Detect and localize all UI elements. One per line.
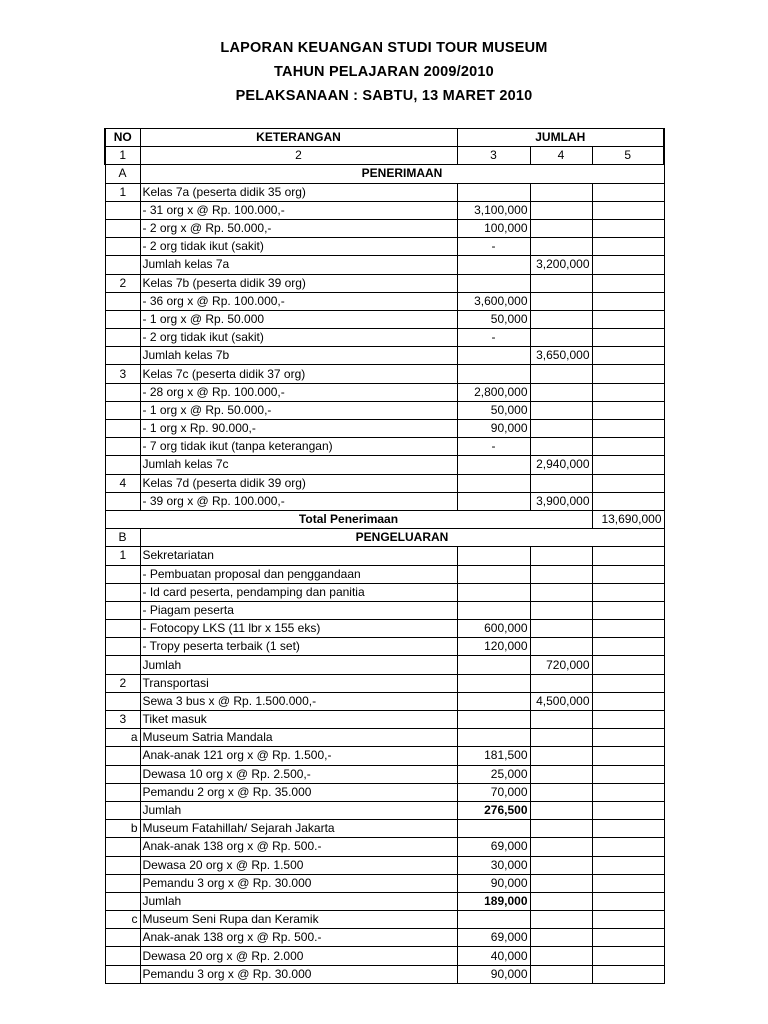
row-number bbox=[105, 765, 140, 783]
table-row bbox=[105, 219, 664, 237]
table-row bbox=[105, 911, 664, 929]
amount-col5 bbox=[592, 383, 664, 401]
amount-col3: - bbox=[457, 438, 530, 456]
table-row bbox=[105, 765, 664, 783]
row-number: a bbox=[105, 729, 140, 747]
amount-col4 bbox=[530, 911, 592, 929]
row-number bbox=[105, 219, 140, 237]
amount-col3 bbox=[457, 601, 530, 619]
row-number bbox=[105, 620, 140, 638]
row-description: - Pembuatan proposal dan penggandaan bbox=[140, 565, 457, 583]
report-subtitle-date: PELAKSANAAN : SABTU, 13 MARET 2010 bbox=[235, 88, 533, 104]
financial-report-table bbox=[104, 128, 665, 984]
amount-col3 bbox=[457, 729, 530, 747]
amount-col4 bbox=[530, 474, 592, 492]
table-row bbox=[105, 510, 664, 528]
amount-col3 bbox=[457, 456, 530, 474]
amount-col3 bbox=[457, 474, 530, 492]
row-number bbox=[105, 583, 140, 601]
amount-col5 bbox=[592, 656, 664, 674]
total-value: 13,690,000 bbox=[592, 510, 664, 528]
amount-col4 bbox=[530, 547, 592, 565]
amount-col5 bbox=[592, 292, 664, 310]
amount-col4 bbox=[530, 783, 592, 801]
amount-col4 bbox=[530, 820, 592, 838]
row-description: Sekretariatan bbox=[140, 547, 457, 565]
amount-col5 bbox=[592, 219, 664, 237]
section-heading: PENGELUARAN bbox=[140, 529, 664, 547]
table-row bbox=[105, 783, 664, 801]
amount-col3: 50,000 bbox=[457, 401, 530, 419]
amount-col4 bbox=[530, 565, 592, 583]
row-description: - Fotocopy LKS (11 lbr x 155 eks) bbox=[140, 620, 457, 638]
row-description: Museum Fatahillah/ Sejarah Jakarta bbox=[140, 820, 457, 838]
amount-col5 bbox=[592, 947, 664, 965]
amount-col4 bbox=[530, 620, 592, 638]
table-row bbox=[105, 820, 664, 838]
amount-col3 bbox=[457, 911, 530, 929]
row-description: Pemandu 2 org x @ Rp. 35.000 bbox=[140, 783, 457, 801]
amount-col3: 189,000 bbox=[457, 892, 530, 910]
amount-col5 bbox=[592, 474, 664, 492]
amount-col3 bbox=[457, 820, 530, 838]
amount-col4 bbox=[530, 201, 592, 219]
col-number-2: 2 bbox=[140, 147, 457, 165]
table-row bbox=[105, 929, 664, 947]
table-row bbox=[105, 365, 664, 383]
amount-col5 bbox=[592, 747, 664, 765]
total-label: Total Penerimaan bbox=[105, 510, 592, 528]
row-number bbox=[105, 692, 140, 710]
amount-col5 bbox=[592, 565, 664, 583]
amount-col3 bbox=[457, 711, 530, 729]
amount-col4 bbox=[530, 674, 592, 692]
amount-col4 bbox=[530, 238, 592, 256]
amount-col3 bbox=[457, 565, 530, 583]
amount-col3: 100,000 bbox=[457, 219, 530, 237]
row-number bbox=[105, 656, 140, 674]
amount-col5 bbox=[592, 783, 664, 801]
amount-col5 bbox=[592, 601, 664, 619]
amount-col4 bbox=[530, 329, 592, 347]
table-row bbox=[105, 438, 664, 456]
table-row bbox=[105, 401, 664, 419]
row-description: Jumlah bbox=[140, 892, 457, 910]
amount-col4: 2,940,000 bbox=[530, 456, 592, 474]
col-header-keterangan: KETERANGAN bbox=[140, 129, 457, 147]
row-description: - 1 org x @ Rp. 50.000,- bbox=[140, 401, 457, 419]
amount-col5 bbox=[592, 329, 664, 347]
row-number bbox=[105, 747, 140, 765]
amount-col5 bbox=[592, 256, 664, 274]
row-description: - 1 org x Rp. 90.000,- bbox=[140, 420, 457, 438]
row-number: A bbox=[105, 165, 140, 183]
row-number bbox=[105, 438, 140, 456]
row-description: Kelas 7a (peserta didik 35 org) bbox=[140, 183, 457, 201]
row-number bbox=[105, 256, 140, 274]
amount-col4 bbox=[530, 801, 592, 819]
row-number bbox=[105, 874, 140, 892]
amount-col4 bbox=[530, 947, 592, 965]
amount-col3: 69,000 bbox=[457, 929, 530, 947]
amount-col4 bbox=[530, 292, 592, 310]
amount-col4 bbox=[530, 747, 592, 765]
table-row bbox=[105, 274, 664, 292]
row-description: Kelas 7d (peserta didik 39 org) bbox=[140, 474, 457, 492]
amount-col5 bbox=[592, 874, 664, 892]
amount-col4 bbox=[530, 638, 592, 656]
table-row bbox=[105, 583, 664, 601]
amount-col5 bbox=[592, 401, 664, 419]
col-number-5: 5 bbox=[592, 147, 664, 165]
row-number bbox=[105, 856, 140, 874]
amount-col4 bbox=[530, 892, 592, 910]
table-row bbox=[105, 201, 664, 219]
row-description: Jumlah bbox=[140, 801, 457, 819]
header-row bbox=[105, 129, 664, 147]
table-row bbox=[105, 183, 664, 201]
row-number bbox=[105, 838, 140, 856]
table-row bbox=[105, 329, 664, 347]
row-number bbox=[105, 492, 140, 510]
row-description: Transportasi bbox=[140, 674, 457, 692]
row-number bbox=[105, 456, 140, 474]
row-number bbox=[105, 601, 140, 619]
amount-col3 bbox=[457, 674, 530, 692]
amount-col3 bbox=[457, 583, 530, 601]
amount-col4 bbox=[530, 219, 592, 237]
amount-col4: 3,200,000 bbox=[530, 256, 592, 274]
amount-col4 bbox=[530, 729, 592, 747]
col-number-3: 3 bbox=[457, 147, 530, 165]
row-number bbox=[105, 801, 140, 819]
amount-col3 bbox=[457, 183, 530, 201]
amount-col5 bbox=[592, 765, 664, 783]
row-description: - Id card peserta, pendamping dan panitia bbox=[140, 583, 457, 601]
table-row bbox=[105, 292, 664, 310]
row-description: - 31 org x @ Rp. 100.000,- bbox=[140, 201, 457, 219]
amount-col5 bbox=[592, 711, 664, 729]
table-row bbox=[105, 874, 664, 892]
table-row bbox=[105, 656, 664, 674]
amount-col5 bbox=[592, 620, 664, 638]
row-number bbox=[105, 329, 140, 347]
table-row bbox=[105, 801, 664, 819]
amount-col4 bbox=[530, 310, 592, 328]
amount-col5 bbox=[592, 347, 664, 365]
row-number bbox=[105, 783, 140, 801]
row-description: Jumlah kelas 7a bbox=[140, 256, 457, 274]
table-row bbox=[105, 310, 664, 328]
col-number-4: 4 bbox=[530, 147, 592, 165]
amount-col4 bbox=[530, 856, 592, 874]
row-number: 2 bbox=[105, 274, 140, 292]
row-number bbox=[105, 638, 140, 656]
amount-col5 bbox=[592, 420, 664, 438]
table-row bbox=[105, 492, 664, 510]
row-number: 1 bbox=[105, 183, 140, 201]
amount-col3: 69,000 bbox=[457, 838, 530, 856]
table-row bbox=[105, 620, 664, 638]
row-description: Museum Satria Mandala bbox=[140, 729, 457, 747]
row-number bbox=[105, 347, 140, 365]
table-row bbox=[105, 256, 664, 274]
row-number bbox=[105, 565, 140, 583]
row-number: 3 bbox=[105, 365, 140, 383]
amount-col5 bbox=[592, 438, 664, 456]
amount-col5 bbox=[592, 729, 664, 747]
amount-col3: 90,000 bbox=[457, 420, 530, 438]
row-description: Museum Seni Rupa dan Keramik bbox=[140, 911, 457, 929]
amount-col4: 720,000 bbox=[530, 656, 592, 674]
row-description: - 36 org x @ Rp. 100.000,- bbox=[140, 292, 457, 310]
row-description: Anak-anak 138 org x @ Rp. 500.- bbox=[140, 929, 457, 947]
amount-col3 bbox=[457, 347, 530, 365]
amount-col3: - bbox=[457, 329, 530, 347]
row-description: Sewa 3 bus x @ Rp. 1.500.000,- bbox=[140, 692, 457, 710]
amount-col5 bbox=[592, 892, 664, 910]
table-row bbox=[105, 674, 664, 692]
row-number bbox=[105, 201, 140, 219]
amount-col3: 120,000 bbox=[457, 638, 530, 656]
amount-col3: 600,000 bbox=[457, 620, 530, 638]
row-number bbox=[105, 292, 140, 310]
amount-col4 bbox=[530, 601, 592, 619]
amount-col4 bbox=[530, 711, 592, 729]
amount-col5 bbox=[592, 238, 664, 256]
amount-col5 bbox=[592, 201, 664, 219]
amount-col4 bbox=[530, 874, 592, 892]
table-row bbox=[105, 383, 664, 401]
amount-col3: 25,000 bbox=[457, 765, 530, 783]
row-number bbox=[105, 238, 140, 256]
table-row bbox=[105, 856, 664, 874]
row-number bbox=[105, 892, 140, 910]
table-row bbox=[105, 838, 664, 856]
amount-col4: 3,650,000 bbox=[530, 347, 592, 365]
row-number bbox=[105, 420, 140, 438]
amount-col4 bbox=[530, 274, 592, 292]
row-description: Jumlah kelas 7b bbox=[140, 347, 457, 365]
row-description: - 1 org x @ Rp. 50.000 bbox=[140, 310, 457, 328]
amount-col3: 181,500 bbox=[457, 747, 530, 765]
table-row bbox=[105, 565, 664, 583]
amount-col5 bbox=[592, 310, 664, 328]
row-number bbox=[105, 401, 140, 419]
amount-col5 bbox=[592, 583, 664, 601]
amount-col5 bbox=[592, 965, 664, 983]
row-description: Pemandu 3 org x @ Rp. 30.000 bbox=[140, 874, 457, 892]
row-number: b bbox=[105, 820, 140, 838]
col-header-jumlah: JUMLAH bbox=[457, 129, 664, 147]
row-description: - 28 org x @ Rp. 100.000,- bbox=[140, 383, 457, 401]
row-description: - 39 org x @ Rp. 100.000,- bbox=[140, 492, 457, 510]
row-description: Kelas 7b (peserta didik 39 org) bbox=[140, 274, 457, 292]
table-row bbox=[105, 547, 664, 565]
row-description: Anak-anak 121 org x @ Rp. 1.500,- bbox=[140, 747, 457, 765]
amount-col4 bbox=[530, 420, 592, 438]
amount-col4 bbox=[530, 183, 592, 201]
amount-col5 bbox=[592, 674, 664, 692]
amount-col3: 30,000 bbox=[457, 856, 530, 874]
amount-col3: 276,500 bbox=[457, 801, 530, 819]
row-description: - 2 org tidak ikut (sakit) bbox=[140, 238, 457, 256]
amount-col5 bbox=[592, 692, 664, 710]
amount-col4 bbox=[530, 438, 592, 456]
row-description: Dewasa 20 org x @ Rp. 1.500 bbox=[140, 856, 457, 874]
table-row bbox=[105, 474, 664, 492]
amount-col3 bbox=[457, 547, 530, 565]
row-description: - Tropy peserta terbaik (1 set) bbox=[140, 638, 457, 656]
amount-col4 bbox=[530, 838, 592, 856]
row-number bbox=[105, 947, 140, 965]
amount-col3 bbox=[457, 492, 530, 510]
amount-col5 bbox=[592, 820, 664, 838]
row-description: - 7 org tidak ikut (tanpa keterangan) bbox=[140, 438, 457, 456]
amount-col4: 3,900,000 bbox=[530, 492, 592, 510]
table-row bbox=[105, 692, 664, 710]
amount-col3: - bbox=[457, 238, 530, 256]
row-description: Dewasa 10 org x @ Rp. 2.500,- bbox=[140, 765, 457, 783]
row-description: Pemandu 3 org x @ Rp. 30.000 bbox=[140, 965, 457, 983]
amount-col5 bbox=[592, 638, 664, 656]
row-number bbox=[105, 929, 140, 947]
table-row bbox=[105, 947, 664, 965]
amount-col3: 90,000 bbox=[457, 965, 530, 983]
row-description: Dewasa 20 org x @ Rp. 2.000 bbox=[140, 947, 457, 965]
amount-col4 bbox=[530, 765, 592, 783]
row-number: 3 bbox=[105, 711, 140, 729]
amount-col4 bbox=[530, 929, 592, 947]
row-description: Jumlah bbox=[140, 656, 457, 674]
amount-col3 bbox=[457, 656, 530, 674]
table-row bbox=[105, 892, 664, 910]
row-number: B bbox=[105, 529, 140, 547]
amount-col5 bbox=[592, 183, 664, 201]
amount-col5 bbox=[592, 856, 664, 874]
row-description: Tiket masuk bbox=[140, 711, 457, 729]
row-description: Anak-anak 138 org x @ Rp. 500.- bbox=[140, 838, 457, 856]
row-number: 1 bbox=[105, 547, 140, 565]
amount-col3: 70,000 bbox=[457, 783, 530, 801]
amount-col4 bbox=[530, 583, 592, 601]
report-title: LAPORAN KEUANGAN STUDI TOUR MUSEUM bbox=[220, 40, 548, 56]
amount-col5 bbox=[592, 274, 664, 292]
amount-col5 bbox=[592, 801, 664, 819]
row-description: - Piagam peserta bbox=[140, 601, 457, 619]
row-number: 2 bbox=[105, 674, 140, 692]
column-number-row bbox=[105, 147, 664, 165]
table-row bbox=[105, 238, 664, 256]
amount-col4: 4,500,000 bbox=[530, 692, 592, 710]
amount-col3 bbox=[457, 274, 530, 292]
amount-col5 bbox=[592, 929, 664, 947]
row-number bbox=[105, 965, 140, 983]
table-row bbox=[105, 529, 664, 547]
amount-col3: 3,600,000 bbox=[457, 292, 530, 310]
amount-col3: 50,000 bbox=[457, 310, 530, 328]
amount-col3: 40,000 bbox=[457, 947, 530, 965]
table-row bbox=[105, 165, 664, 183]
row-number bbox=[105, 310, 140, 328]
amount-col4 bbox=[530, 383, 592, 401]
amount-col5 bbox=[592, 492, 664, 510]
table-row bbox=[105, 711, 664, 729]
table-row bbox=[105, 638, 664, 656]
amount-col5 bbox=[592, 547, 664, 565]
table-row bbox=[105, 729, 664, 747]
amount-col3: 2,800,000 bbox=[457, 383, 530, 401]
table-row bbox=[105, 456, 664, 474]
amount-col4 bbox=[530, 365, 592, 383]
amount-col5 bbox=[592, 911, 664, 929]
row-number bbox=[105, 383, 140, 401]
row-description: - 2 org x @ Rp. 50.000,- bbox=[140, 219, 457, 237]
amount-col4 bbox=[530, 401, 592, 419]
row-number: c bbox=[105, 911, 140, 929]
amount-col5 bbox=[592, 838, 664, 856]
row-description: - 2 org tidak ikut (sakit) bbox=[140, 329, 457, 347]
amount-col3 bbox=[457, 256, 530, 274]
report-subtitle-year: TAHUN PELAJARAN 2009/2010 bbox=[274, 64, 494, 80]
amount-col4 bbox=[530, 965, 592, 983]
amount-col3 bbox=[457, 692, 530, 710]
amount-col5 bbox=[592, 456, 664, 474]
table-row bbox=[105, 601, 664, 619]
amount-col3: 90,000 bbox=[457, 874, 530, 892]
row-description: Jumlah kelas 7c bbox=[140, 456, 457, 474]
section-heading: PENERIMAAN bbox=[140, 165, 664, 183]
amount-col5 bbox=[592, 365, 664, 383]
amount-col3 bbox=[457, 365, 530, 383]
row-number: 4 bbox=[105, 474, 140, 492]
table-row bbox=[105, 347, 664, 365]
table-row bbox=[105, 747, 664, 765]
col-header-no: NO bbox=[105, 129, 140, 147]
col-number-1: 1 bbox=[105, 147, 140, 165]
amount-col3: 3,100,000 bbox=[457, 201, 530, 219]
row-description: Kelas 7c (peserta didik 37 org) bbox=[140, 365, 457, 383]
table-row bbox=[105, 420, 664, 438]
table-row bbox=[105, 965, 664, 983]
